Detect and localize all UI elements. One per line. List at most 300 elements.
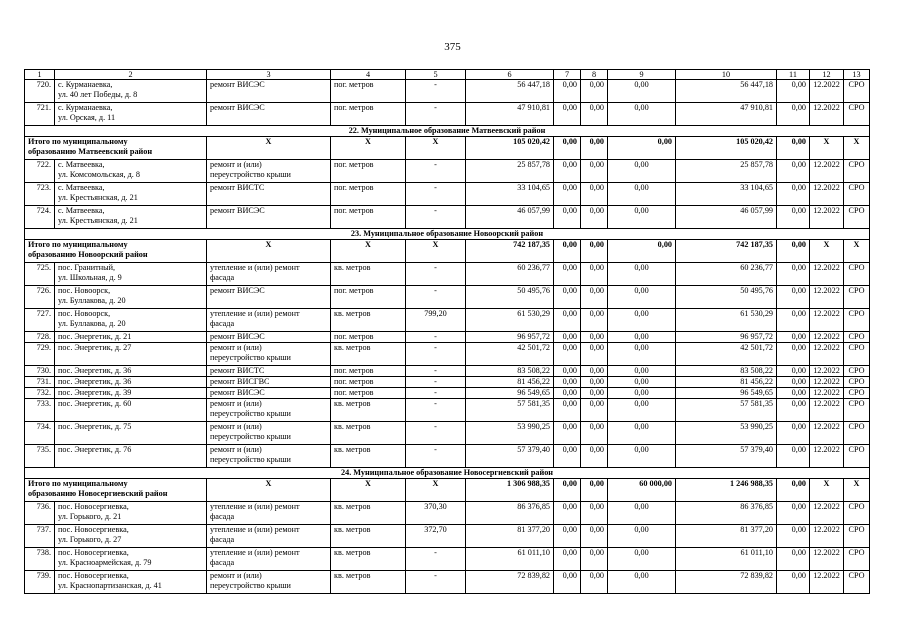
method: СРО [844, 183, 870, 206]
unit: пог. метров [331, 388, 406, 399]
address-line-1: с. Курманаевка, [58, 103, 113, 113]
address-line-2: ул. Орская, д. 11 [58, 112, 116, 122]
page-number: 375 [444, 41, 461, 53]
fund-local: 0,00 [608, 422, 676, 445]
address-line-2: ул. Горького, д. 27 [58, 534, 122, 544]
quantity: 370,30 [406, 502, 466, 525]
total-x-work: X [207, 240, 331, 263]
total-label [25, 137, 207, 160]
quantity: - [406, 183, 466, 206]
fund-other: 0,00 [777, 399, 810, 422]
total-fund-federal: 0,00 [554, 479, 581, 502]
address [55, 263, 207, 286]
unit: кв. метров [331, 571, 406, 594]
fund-other: 0,00 [777, 502, 810, 525]
total-cost: 105 020,42 [466, 137, 554, 160]
fund-federal: 0,00 [554, 332, 581, 343]
work-type-line-2: переустройство крыши [210, 580, 291, 590]
cost-total: 86 376,85 [466, 502, 554, 525]
total-x-method: X [844, 479, 870, 502]
work-type [207, 343, 331, 366]
unit: кв. метров [331, 343, 406, 366]
total-fund-owners: 105 020,42 [676, 137, 777, 160]
work-type-line-1: ремонт и (или) [210, 445, 262, 455]
fund-local: 0,00 [608, 332, 676, 343]
work-type-line-1: утепление и (или) ремонт [210, 525, 300, 535]
address-line-1: пос. Новосергиевка, [58, 525, 129, 535]
fund-owners: 56 447,18 [676, 80, 777, 103]
work-type: ремонт ВИСЭС [207, 80, 331, 103]
fund-owners: 81 456,22 [676, 377, 777, 388]
column-header-12: 12 [810, 70, 844, 80]
fund-other: 0,00 [777, 525, 810, 548]
fund-other: 0,00 [777, 422, 810, 445]
method: СРО [844, 388, 870, 399]
address-line-1: пос. Новосергиевка, [58, 548, 129, 558]
method: СРО [844, 206, 870, 229]
work-type-line-1: ремонт и (или) [210, 399, 262, 409]
address-line-1: пос. Новоорск, [58, 309, 111, 319]
deadline: 12.2022 [810, 80, 844, 103]
total-cost: 742 187,35 [466, 240, 554, 263]
fund-local: 0,00 [608, 343, 676, 366]
fund-regional: 0,00 [581, 571, 608, 594]
fund-owners: 60 236,77 [676, 263, 777, 286]
fund-federal: 0,00 [554, 399, 581, 422]
fund-other: 0,00 [777, 183, 810, 206]
work-type [207, 502, 331, 525]
fund-local: 0,00 [608, 309, 676, 332]
fund-federal: 0,00 [554, 343, 581, 366]
fund-owners: 42 501,72 [676, 343, 777, 366]
column-header-13: 13 [844, 70, 870, 80]
work-type [207, 571, 331, 594]
fund-federal: 0,00 [554, 366, 581, 377]
unit: кв. метров [331, 399, 406, 422]
table-row [25, 366, 870, 377]
work-type-line-2: фасада [210, 534, 235, 544]
total-label [25, 240, 207, 263]
fund-regional: 0,00 [581, 377, 608, 388]
row-number: 732. [25, 388, 55, 399]
column-header-3: 3 [207, 70, 331, 80]
address: пос. Энергетик, д. 27 [55, 343, 207, 366]
fund-local: 0,00 [608, 263, 676, 286]
work-type-line-1: утепление и (или) ремонт [210, 502, 300, 512]
fund-other: 0,00 [777, 377, 810, 388]
work-type: ремонт ВИСТС [207, 183, 331, 206]
fund-other: 0,00 [777, 332, 810, 343]
quantity: - [406, 332, 466, 343]
fund-regional: 0,00 [581, 80, 608, 103]
unit: пог. метров [331, 377, 406, 388]
row-number: 730. [25, 366, 55, 377]
total-label-line-1: Итого по муниципальному [28, 137, 128, 147]
fund-local: 0,00 [608, 206, 676, 229]
section-title: 22. Муниципальное образование Матвеевский район [25, 126, 870, 137]
cost-total: 46 057,99 [466, 206, 554, 229]
quantity: 372,70 [406, 525, 466, 548]
address-line-1: пос. Новосергиевка, [58, 571, 129, 581]
method: СРО [844, 309, 870, 332]
quantity: - [406, 80, 466, 103]
fund-local: 0,00 [608, 103, 676, 126]
quantity: - [406, 571, 466, 594]
municipality-section-header [25, 229, 870, 240]
column-header-1: 1 [25, 70, 55, 80]
fund-owners: 25 857,78 [676, 160, 777, 183]
table-row [25, 160, 870, 183]
fund-regional: 0,00 [581, 309, 608, 332]
address-line-2: ул. Буллакова, д. 20 [58, 318, 126, 328]
address-line-2: ул. Краснопартизанская, д. 41 [58, 580, 162, 590]
fund-federal: 0,00 [554, 286, 581, 309]
total-fund-local: 60 000,00 [608, 479, 676, 502]
work-type: ремонт ВИСЭС [207, 286, 331, 309]
row-number: 736. [25, 502, 55, 525]
work-type: ремонт ВИСЭС [207, 103, 331, 126]
unit: пог. метров [331, 160, 406, 183]
address-line-1: пос. Новоорск, [58, 286, 111, 296]
fund-regional: 0,00 [581, 206, 608, 229]
table-row [25, 343, 870, 366]
address-line-2: ул. Школьная, д. 9 [58, 272, 122, 282]
total-fund-owners: 742 187,35 [676, 240, 777, 263]
row-number: 722. [25, 160, 55, 183]
deadline: 12.2022 [810, 343, 844, 366]
unit: кв. метров [331, 309, 406, 332]
total-x-deadline: X [810, 240, 844, 263]
fund-federal: 0,00 [554, 309, 581, 332]
fund-federal: 0,00 [554, 388, 581, 399]
cost-total: 61 530,29 [466, 309, 554, 332]
quantity: - [406, 548, 466, 571]
row-number: 737. [25, 525, 55, 548]
fund-regional: 0,00 [581, 263, 608, 286]
fund-local: 0,00 [608, 571, 676, 594]
table-row [25, 332, 870, 343]
cost-total: 56 447,18 [466, 80, 554, 103]
fund-regional: 0,00 [581, 525, 608, 548]
fund-other: 0,00 [777, 80, 810, 103]
quantity: - [406, 399, 466, 422]
table-body [25, 70, 870, 594]
work-type: ремонт ВИСЭС [207, 388, 331, 399]
fund-local: 0,00 [608, 445, 676, 468]
fund-owners: 47 910,81 [676, 103, 777, 126]
column-header-4: 4 [331, 70, 406, 80]
work-type: ремонт ВИСТС [207, 366, 331, 377]
cost-total: 96 957,72 [466, 332, 554, 343]
table-row [25, 263, 870, 286]
address [55, 160, 207, 183]
address-line-1: пос. Новосергиевка, [58, 502, 129, 512]
unit: пог. метров [331, 332, 406, 343]
quantity: - [406, 422, 466, 445]
column-header-9: 9 [608, 70, 676, 80]
unit: кв. метров [331, 548, 406, 571]
unit: пог. метров [331, 206, 406, 229]
quantity: - [406, 160, 466, 183]
cost-total: 50 495,76 [466, 286, 554, 309]
table-row [25, 80, 870, 103]
fund-regional: 0,00 [581, 332, 608, 343]
fund-other: 0,00 [777, 548, 810, 571]
fund-federal: 0,00 [554, 445, 581, 468]
address [55, 502, 207, 525]
work-type-line-2: фасада [210, 557, 235, 567]
fund-regional: 0,00 [581, 422, 608, 445]
fund-owners: 57 581,35 [676, 399, 777, 422]
method: СРО [844, 502, 870, 525]
method: СРО [844, 332, 870, 343]
total-label-line-2: образованию Матвеевский район [28, 146, 153, 156]
work-type [207, 525, 331, 548]
address: пос. Энергетик, д. 21 [55, 332, 207, 343]
cost-total: 83 508,22 [466, 366, 554, 377]
unit: пог. метров [331, 366, 406, 377]
method: СРО [844, 103, 870, 126]
row-number: 727. [25, 309, 55, 332]
work-type [207, 309, 331, 332]
total-fund-federal: 0,00 [554, 240, 581, 263]
total-label-line-1: Итого по муниципальному [28, 479, 128, 489]
fund-regional: 0,00 [581, 399, 608, 422]
fund-regional: 0,00 [581, 388, 608, 399]
address-line-1: с. Матвеевка, [58, 160, 105, 170]
unit: пог. метров [331, 286, 406, 309]
total-x-quantity: X [406, 240, 466, 263]
cost-total: 42 501,72 [466, 343, 554, 366]
deadline: 12.2022 [810, 286, 844, 309]
fund-owners: 81 377,20 [676, 525, 777, 548]
total-x-unit: X [331, 137, 406, 160]
method: СРО [844, 366, 870, 377]
deadline: 12.2022 [810, 366, 844, 377]
quantity: - [406, 286, 466, 309]
table-row [25, 183, 870, 206]
fund-federal: 0,00 [554, 548, 581, 571]
fund-federal: 0,00 [554, 377, 581, 388]
fund-owners: 86 376,85 [676, 502, 777, 525]
work-type: ремонт ВИСЭС [207, 332, 331, 343]
quantity: - [406, 388, 466, 399]
method: СРО [844, 571, 870, 594]
deadline: 12.2022 [810, 377, 844, 388]
total-fund-regional: 0,00 [581, 137, 608, 160]
fund-owners: 50 495,76 [676, 286, 777, 309]
work-type [207, 422, 331, 445]
row-number: 729. [25, 343, 55, 366]
table-row [25, 548, 870, 571]
fund-local: 0,00 [608, 525, 676, 548]
work-type-line-2: фасада [210, 318, 235, 328]
address-line-2: ул. 40 лет Победы, д. 8 [58, 89, 138, 99]
address [55, 309, 207, 332]
fund-other: 0,00 [777, 160, 810, 183]
address: пос. Энергетик, д. 75 [55, 422, 207, 445]
method: СРО [844, 80, 870, 103]
fund-federal: 0,00 [554, 160, 581, 183]
deadline: 12.2022 [810, 332, 844, 343]
work-type-line-1: ремонт и (или) [210, 343, 262, 353]
unit: кв. метров [331, 502, 406, 525]
method: СРО [844, 263, 870, 286]
column-number-header-row [25, 70, 870, 80]
fund-other: 0,00 [777, 309, 810, 332]
fund-regional: 0,00 [581, 548, 608, 571]
work-type: ремонт ВИСЭС [207, 206, 331, 229]
table-row [25, 206, 870, 229]
method: СРО [844, 548, 870, 571]
total-x-work: X [207, 137, 331, 160]
method: СРО [844, 377, 870, 388]
fund-local: 0,00 [608, 377, 676, 388]
fund-federal: 0,00 [554, 103, 581, 126]
total-x-work: X [207, 479, 331, 502]
total-x-method: X [844, 137, 870, 160]
address [55, 183, 207, 206]
total-fund-regional: 0,00 [581, 240, 608, 263]
method: СРО [844, 286, 870, 309]
cost-total: 47 910,81 [466, 103, 554, 126]
address-line-2: ул. Крестьянская, д. 21 [58, 192, 138, 202]
work-type [207, 399, 331, 422]
deadline: 12.2022 [810, 309, 844, 332]
address: пос. Энергетик, д. 36 [55, 377, 207, 388]
fund-owners: 33 104,65 [676, 183, 777, 206]
address-line-1: с. Курманаевка, [58, 80, 113, 90]
fund-owners: 72 839,82 [676, 571, 777, 594]
total-x-unit: X [331, 240, 406, 263]
total-x-unit: X [331, 479, 406, 502]
total-cost: 1 306 988,35 [466, 479, 554, 502]
cost-total: 25 857,78 [466, 160, 554, 183]
column-header-5: 5 [406, 70, 466, 80]
total-fund-federal: 0,00 [554, 137, 581, 160]
row-number: 731. [25, 377, 55, 388]
row-number: 728. [25, 332, 55, 343]
address [55, 206, 207, 229]
address [55, 80, 207, 103]
fund-other: 0,00 [777, 206, 810, 229]
fund-owners: 57 379,40 [676, 445, 777, 468]
total-x-quantity: X [406, 137, 466, 160]
work-type [207, 548, 331, 571]
fund-other: 0,00 [777, 388, 810, 399]
deadline: 12.2022 [810, 571, 844, 594]
cost-total: 61 011,10 [466, 548, 554, 571]
fund-federal: 0,00 [554, 263, 581, 286]
quantity: - [406, 445, 466, 468]
address [55, 286, 207, 309]
fund-regional: 0,00 [581, 160, 608, 183]
address: пос. Энергетик, д. 39 [55, 388, 207, 399]
row-number: 721. [25, 103, 55, 126]
table-row [25, 422, 870, 445]
total-x-deadline: X [810, 137, 844, 160]
work-type-line-1: ремонт и (или) [210, 160, 262, 170]
municipality-section-header [25, 126, 870, 137]
fund-other: 0,00 [777, 263, 810, 286]
cost-total: 72 839,82 [466, 571, 554, 594]
quantity: - [406, 343, 466, 366]
deadline: 12.2022 [810, 183, 844, 206]
method: СРО [844, 422, 870, 445]
fund-other: 0,00 [777, 445, 810, 468]
quantity: - [406, 366, 466, 377]
total-label-line-2: образованию Новосергиевский район [28, 488, 168, 498]
work-type-line-1: утепление и (или) ремонт [210, 548, 300, 558]
fund-regional: 0,00 [581, 103, 608, 126]
fund-federal: 0,00 [554, 571, 581, 594]
work-type [207, 263, 331, 286]
fund-other: 0,00 [777, 366, 810, 377]
section-title: 24. Муниципальное образование Новосергиевский район [25, 468, 870, 479]
address-line-2: ул. Буллакова, д. 20 [58, 295, 126, 305]
fund-regional: 0,00 [581, 366, 608, 377]
column-header-10: 10 [676, 70, 777, 80]
table-row [25, 445, 870, 468]
work-type-line-2: фасада [210, 272, 235, 282]
cost-total: 53 990,25 [466, 422, 554, 445]
column-header-2: 2 [55, 70, 207, 80]
municipality-total-row [25, 479, 870, 502]
fund-other: 0,00 [777, 571, 810, 594]
quantity: - [406, 103, 466, 126]
row-number: 725. [25, 263, 55, 286]
fund-local: 0,00 [608, 399, 676, 422]
row-number: 739. [25, 571, 55, 594]
cost-total: 96 549,65 [466, 388, 554, 399]
fund-regional: 0,00 [581, 343, 608, 366]
address: пос. Энергетик, д. 76 [55, 445, 207, 468]
fund-local: 0,00 [608, 388, 676, 399]
deadline: 12.2022 [810, 502, 844, 525]
fund-federal: 0,00 [554, 525, 581, 548]
fund-local: 0,00 [608, 548, 676, 571]
fund-other: 0,00 [777, 286, 810, 309]
fund-owners: 61 530,29 [676, 309, 777, 332]
table-row [25, 525, 870, 548]
table-row [25, 388, 870, 399]
unit: пог. метров [331, 80, 406, 103]
address [55, 525, 207, 548]
address-line-2: ул. Комсомольская, д. 8 [58, 169, 140, 179]
method: СРО [844, 445, 870, 468]
quantity: - [406, 263, 466, 286]
method: СРО [844, 399, 870, 422]
total-fund-local: 0,00 [608, 137, 676, 160]
row-number: 724. [25, 206, 55, 229]
total-fund-owners: 1 246 988,35 [676, 479, 777, 502]
unit: пог. метров [331, 183, 406, 206]
address-line-1: пос. Гранитный, [58, 263, 116, 273]
fund-other: 0,00 [777, 103, 810, 126]
quantity: 799,20 [406, 309, 466, 332]
address-line-2: ул. Красноармейская, д. 79 [58, 557, 152, 567]
unit: кв. метров [331, 445, 406, 468]
total-x-deadline: X [810, 479, 844, 502]
method: СРО [844, 525, 870, 548]
fund-other: 0,00 [777, 343, 810, 366]
address: пос. Энергетик, д. 60 [55, 399, 207, 422]
fund-local: 0,00 [608, 366, 676, 377]
table-row [25, 103, 870, 126]
unit: кв. метров [331, 422, 406, 445]
work-type-line-2: переустройство крыши [210, 352, 291, 362]
fund-federal: 0,00 [554, 183, 581, 206]
